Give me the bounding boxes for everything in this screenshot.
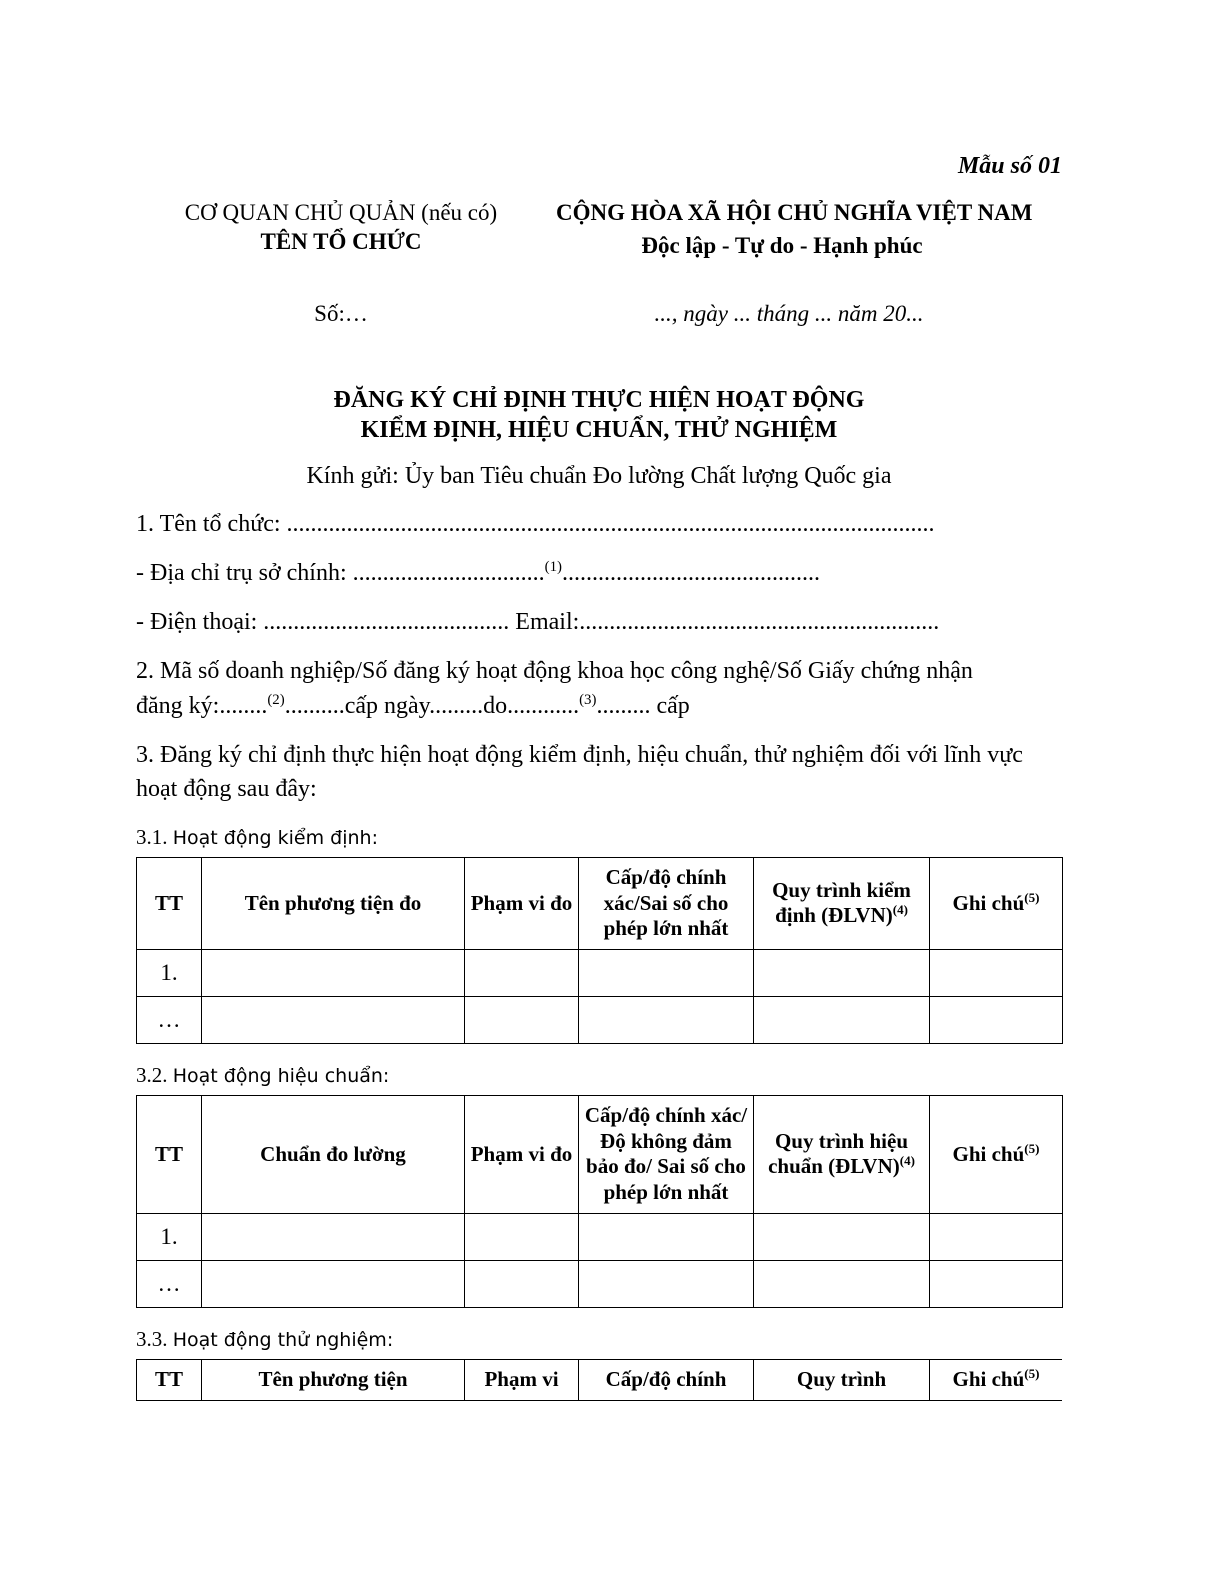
cell-procedure[interactable]	[754, 949, 930, 996]
table-row	[137, 1213, 1063, 1260]
cell-procedure[interactable]	[754, 996, 930, 1043]
th-procedure-text: Quy trình	[796, 1366, 887, 1391]
reference-date-row	[136, 301, 1062, 327]
row-index: 1.	[137, 1213, 202, 1260]
cell-standard-name[interactable]	[202, 1213, 465, 1260]
cell-procedure[interactable]	[754, 1213, 930, 1260]
page-title-line2: KIỂM ĐỊNH, HIỆU CHUẨN, THỬ NGHIỆM	[360, 416, 838, 443]
th-procedure-sup: (4)	[899, 1153, 915, 1169]
section-text-3-2: Hoạt động hiệu chuẩn:	[172, 1064, 390, 1087]
page-title	[136, 385, 1062, 445]
body-item-3: 3. Đăng ký chỉ định thực hiện hoạt động kiểm định, hiệu chuẩn, thử nghiệm đối với lĩnh vực hoạt động sau đây:	[136, 741, 1023, 802]
th-notes	[930, 1096, 1063, 1213]
th-tt-text: TT	[154, 1366, 183, 1391]
letterhead-right	[546, 198, 1062, 261]
th-notes	[930, 858, 1063, 950]
item-2-line-1: 2. Mã số doanh nghiệp/Số đăng ký hoạt động khoa học công nghệ/Số Giấy chứng nhận	[136, 658, 973, 685]
footnote-ref-2: (2)	[267, 691, 285, 708]
testing-activity-table	[136, 1359, 1062, 1401]
th-notes-sup: (5)	[1024, 1140, 1040, 1156]
section-number-3-1: 3.1.	[136, 824, 168, 849]
calibration-activity-table	[136, 1095, 1063, 1307]
national-title: CỘNG HÒA XÃ HỘI CHỦ NGHĨA VIỆT NAM	[556, 199, 1033, 225]
section-label-3-2	[136, 1062, 1062, 1089]
th-procedure-text: Quy trình kiểm định (ĐLVN)	[772, 877, 911, 928]
th-accuracy	[579, 1096, 754, 1213]
reference-number: Số:…	[314, 300, 368, 326]
table-header-row	[137, 858, 1063, 950]
cell-device-name[interactable]	[202, 996, 465, 1043]
th-notes-text: Ghi chú	[952, 890, 1025, 915]
th-standard-name-text: Chuẩn đo lường	[260, 1141, 406, 1166]
table-wrapper-3-1	[136, 857, 1062, 1044]
item-2-part-c: ......... cấp	[596, 692, 690, 719]
th-tt	[137, 1096, 202, 1213]
table-row	[137, 996, 1063, 1043]
th-range-text: Phạm vi	[484, 1366, 559, 1391]
body-item-1-contact: - Điện thoại: ......................................... Email:............................................................	[136, 609, 940, 636]
governing-agency-label: CƠ QUAN CHỦ QUẢN (nếu có)	[184, 199, 498, 225]
th-notes-sup: (5)	[1024, 1365, 1040, 1381]
section-text-3-1: Hoạt động kiểm định:	[172, 826, 378, 849]
th-range-text: Phạm vi đo	[470, 890, 573, 915]
th-range	[465, 858, 579, 950]
page-title-line1: ĐĂNG KÝ CHỈ ĐỊNH THỰC HIỆN HOẠT ĐỘNG	[333, 386, 865, 413]
table-wrapper-3-2	[136, 1095, 1062, 1307]
cell-notes[interactable]	[930, 1260, 1063, 1307]
cell-notes[interactable]	[930, 1213, 1063, 1260]
document-content	[136, 0, 1062, 1401]
footnote-ref-3: (3)	[579, 691, 597, 708]
th-accuracy	[579, 1359, 754, 1400]
cell-range[interactable]	[465, 1213, 579, 1260]
cell-notes[interactable]	[930, 996, 1063, 1043]
footnote-ref-1: (1)	[544, 559, 563, 576]
table-row	[137, 1260, 1063, 1307]
th-accuracy-text: Cấp/độ chính	[605, 1366, 727, 1391]
address-label-part-b: ...........................................	[562, 560, 821, 587]
th-procedure	[754, 1096, 930, 1213]
section-label-3-3	[136, 1326, 1062, 1353]
th-tt-text: TT	[154, 890, 183, 915]
row-index: 1.	[137, 949, 202, 996]
th-range	[465, 1096, 579, 1213]
letterhead-left	[136, 198, 546, 257]
row-index: …	[137, 996, 202, 1043]
item-2-part-b: ..........cấp ngày.........do............	[284, 692, 580, 719]
th-notes-sup: (5)	[1024, 889, 1040, 905]
cell-standard-name[interactable]	[202, 1260, 465, 1307]
th-notes-text: Ghi chú	[952, 1366, 1025, 1391]
organization-name-label: TÊN TỔ CHỨC	[260, 229, 422, 255]
th-accuracy-text: Cấp/độ chính xác/Sai số cho phép lớn nhất	[603, 865, 729, 941]
th-tt	[137, 1359, 202, 1400]
table-wrapper-3-3	[136, 1359, 1062, 1401]
th-device-name	[202, 1359, 465, 1400]
th-notes	[930, 1359, 1063, 1400]
th-accuracy	[579, 858, 754, 950]
th-range-text: Phạm vi đo	[470, 1141, 573, 1166]
cell-range[interactable]	[465, 949, 579, 996]
cell-notes[interactable]	[930, 949, 1063, 996]
national-motto: Độc lập - Tự do - Hạnh phúc	[641, 232, 923, 258]
th-accuracy-text: Cấp/độ chính xác/Độ không đảm bảo đo/ Sai số cho phép lớn nhất	[584, 1103, 748, 1205]
th-procedure-text: Quy trình hiệu chuẩn (ĐLVN)	[768, 1128, 909, 1179]
section-text-3-3: Hoạt động thử nghiệm:	[172, 1328, 394, 1351]
body-item-1: 1. Tên tổ chức: ............................................................................................................	[136, 511, 935, 538]
body-item-1-address	[136, 556, 1062, 590]
section-number-3-2: 3.2.	[136, 1062, 168, 1087]
cell-accuracy[interactable]	[579, 996, 754, 1043]
cell-device-name[interactable]	[202, 949, 465, 996]
section-label-3-1	[136, 824, 1062, 851]
cell-accuracy[interactable]	[579, 1260, 754, 1307]
th-device-name	[202, 858, 465, 950]
cell-accuracy[interactable]	[579, 949, 754, 996]
th-tt-text: TT	[154, 1141, 183, 1166]
row-index: …	[137, 1260, 202, 1307]
recipient-line: Kính gửi: Ủy ban Tiêu chuẩn Đo lường Chất lượng Quốc gia	[306, 463, 892, 490]
cell-range[interactable]	[465, 996, 579, 1043]
table-header-row	[137, 1096, 1063, 1213]
th-notes-text: Ghi chú	[952, 1141, 1025, 1166]
th-device-name-text: Tên phương tiện	[258, 1366, 408, 1391]
cell-accuracy[interactable]	[579, 1213, 754, 1260]
th-device-name-text: Tên phương tiện đo	[244, 890, 422, 915]
th-procedure-sup: (4)	[892, 902, 908, 918]
date-line: ..., ngày ... tháng ... năm 20...	[654, 300, 924, 326]
cell-procedure[interactable]	[754, 1260, 930, 1307]
th-tt	[137, 858, 202, 950]
table-row	[137, 949, 1063, 996]
th-procedure	[754, 1359, 930, 1400]
th-procedure	[754, 858, 930, 950]
inspection-activity-table	[136, 857, 1063, 1044]
table-header-row	[137, 1359, 1063, 1400]
th-standard-name	[202, 1096, 465, 1213]
th-range	[465, 1359, 579, 1400]
letterhead	[136, 198, 1062, 261]
form-number: Mẫu số 01	[957, 153, 1062, 179]
cell-range[interactable]	[465, 1260, 579, 1307]
address-label-part-a: - Địa chỉ trụ sở chính: ................................	[136, 560, 545, 587]
body-item-2	[136, 654, 1062, 722]
item-2-part-a: đăng ký:........	[136, 692, 268, 719]
section-number-3-3: 3.3.	[136, 1326, 168, 1351]
